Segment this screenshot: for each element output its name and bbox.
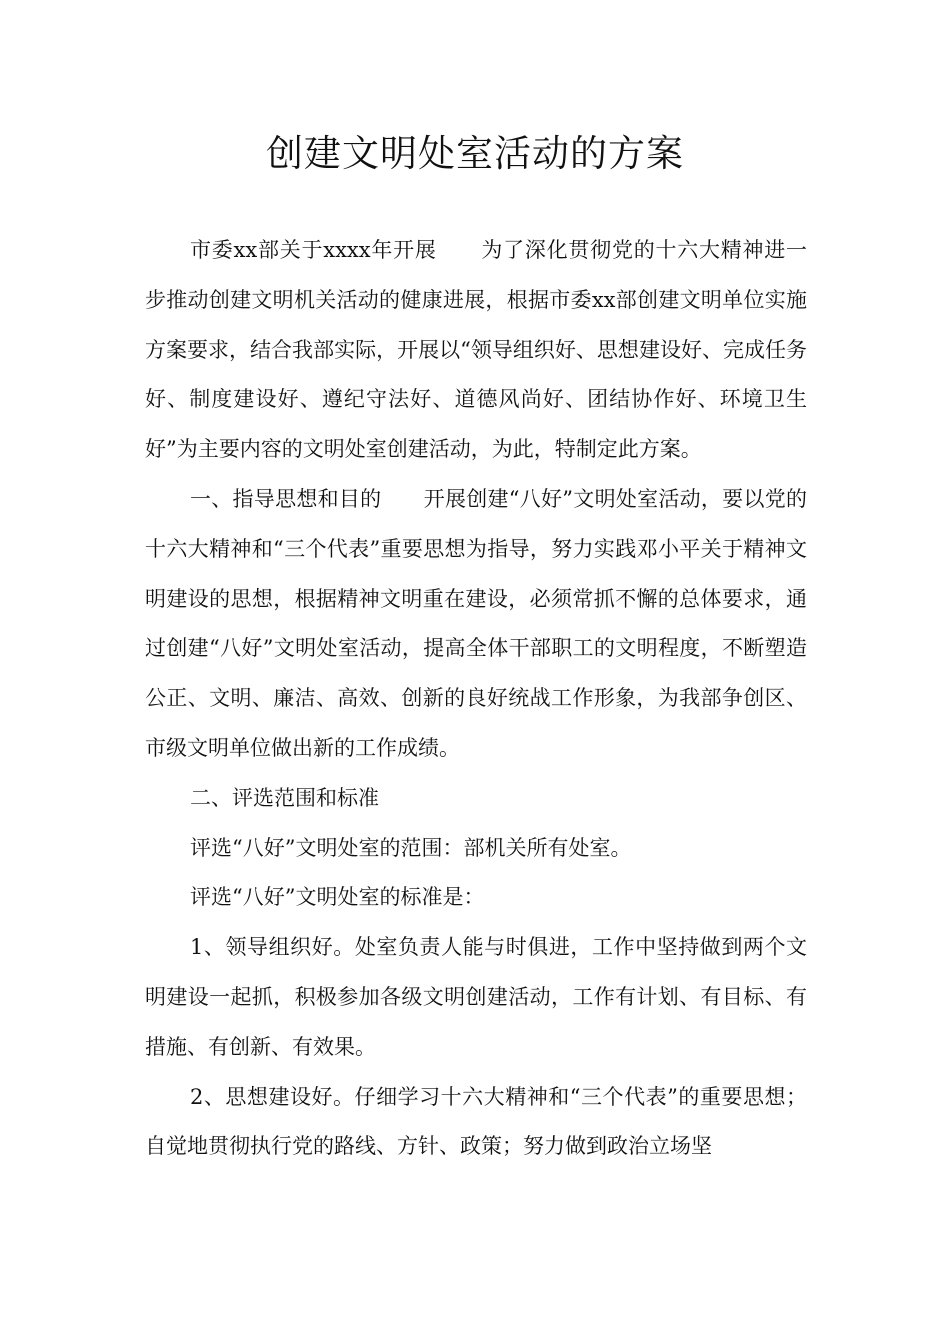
document-body [145,226,807,1172]
paragraph-standards: 评选“八好”文明处室的标准是： [190,885,485,910]
paragraph-text: 为了深化贯彻党的十六大精神进一步推动创建文明机关活动的健康进展，根据市委xx部创建文明单位实施方案要求，结合我部实际，开展以“领导组织好、思想建设好、完成任务好、制度建设好、遵纪守法好、道德风尚好、团结协作好、环境卫生好”为主要内容的文明处室创建活动，为此，特制定此方案。 [145,238,808,462]
section-heading-2: 二、评选范围和标准 [190,785,379,810]
document-title: 创建文明处室活动的方案 [266,132,684,175]
paragraph-lead: 市委xx部关于xxxx年开展 [190,238,437,262]
paragraph-item-2: 2、思想建设好。仔细学习十六大精神和“三个代表”的重要思想；自觉地贯彻执行党的路线、方针、政策；努力做到政治立场坚 [145,1084,807,1159]
paragraph-text: 开展创建“八好”文明处室活动，要以党的十六大精神和“三个代表”重要思想为指导，努力实践邓小平关于精神文明建设的思想，根据精神文明重在建设，必须常抓不懈的总体要求，通过创建“八好”文明处室活动，提高全体干部职工的文明程度，不断塑造公正、文明、廉洁、高效、创新的良好统战工作形象，为我部争创区、市级文明单位做出新的工作成绩。 [145,486,807,760]
section-heading: 一、指导思想和目的 [190,486,382,511]
paragraph-section-1 [145,475,807,774]
paragraph-item-1: 1、领导组织好。处室负责人能与时俱进，工作中坚持做到两个文明建设一起抓，积极参加各级文明创建活动，工作有计划、有目标、有措施、有创新、有效果。 [145,935,807,1059]
paragraph-intro [145,226,807,475]
paragraph-scope: 评选“八好”文明处室的范围：部机关所有处室。 [190,835,632,860]
